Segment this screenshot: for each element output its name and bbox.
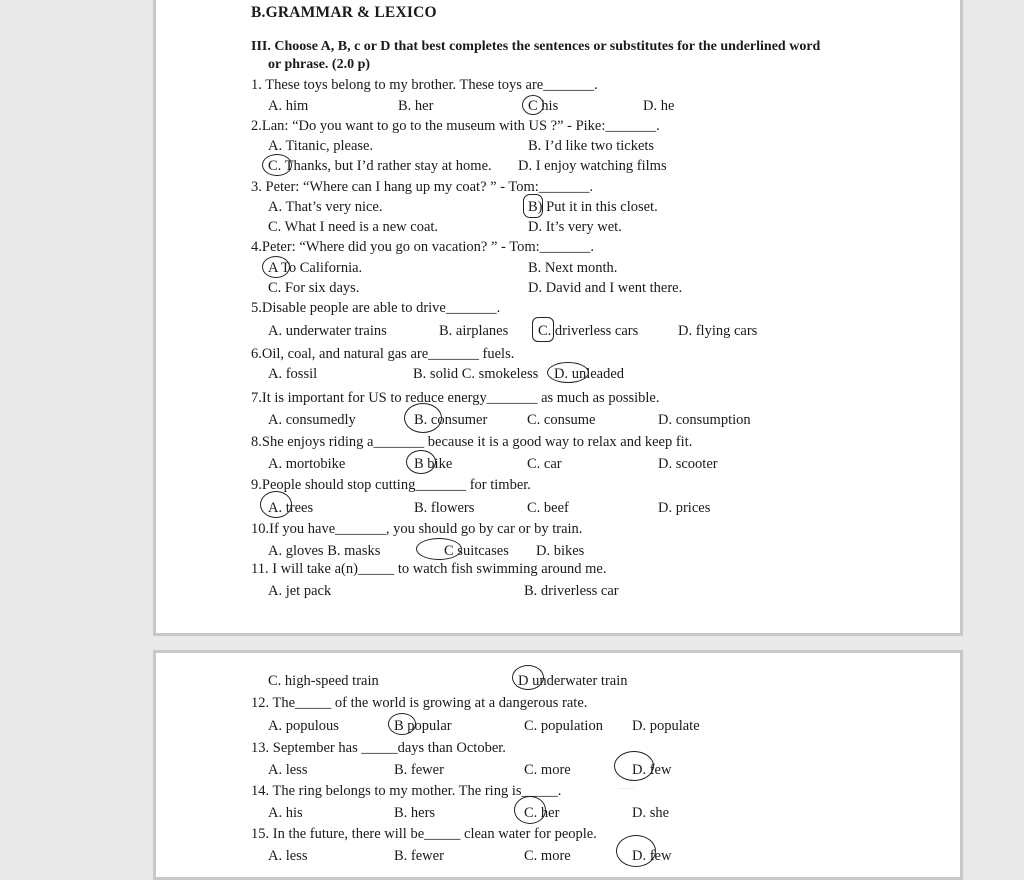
q13-option-a: A. less — [268, 762, 308, 778]
q6-option-b-c: B. solid C. smokeless — [413, 366, 539, 382]
question-5: 5.Disable people are able to drive_______. — [251, 300, 501, 316]
answer-circle-q12 — [388, 713, 416, 735]
q13-option-b: B. fewer — [394, 762, 444, 778]
q9-option-c: C. beef — [527, 500, 569, 516]
q14-option-a: A. his — [268, 805, 303, 821]
q1-option-b: B. her — [398, 98, 434, 114]
answer-circle-q5 — [532, 317, 554, 342]
question-7: 7.It is important for US to reduce energy_______ as much as possible. — [251, 390, 660, 406]
q3-option-a: A. That’s very nice. — [268, 199, 383, 215]
q15-option-a: A. less — [268, 848, 308, 864]
question-4: 4.Peter: “Where did you go on vacation? ” - Tom:_______. — [251, 239, 595, 255]
worksheet-page-2 — [153, 650, 963, 880]
q1-option-a: A. him — [268, 98, 309, 114]
answer-circle-q14 — [514, 796, 546, 824]
q10-option-c: C suitcases — [444, 543, 509, 559]
q6-option-a: A. fossil — [268, 366, 318, 382]
q3-option-c: C. What I need is a new coat. — [268, 219, 439, 235]
q2-option-a: A. Titanic, please. — [268, 138, 374, 154]
q2-option-d: D. I enjoy watching films — [518, 158, 667, 174]
q2-option-c: C. Thanks, but I’d rather stay at home. — [268, 158, 492, 174]
q9-option-a: A. trees — [268, 500, 314, 516]
q3-option-b: B) Put it in this closet. — [528, 199, 658, 215]
instruction-line-1: III. Choose A, B, c or D that best completes the sentences or substitutes for the underlined word — [251, 39, 821, 54]
q8-option-d: D. scooter — [658, 456, 718, 472]
question-6: 6.Oil, coal, and natural gas are_______ fuels. — [251, 346, 515, 362]
answer-circle-q7 — [404, 403, 442, 433]
question-8: 8.She enjoys riding a_______ because it is a good way to relax and keep fit. — [251, 434, 693, 450]
q8-option-a: A. mortobike — [268, 456, 346, 472]
q5-option-a: A. underwater trains — [268, 323, 387, 339]
q5-option-d: D. flying cars — [678, 323, 758, 339]
q14-option-b: B. hers — [394, 805, 436, 821]
question-3: 3. Peter: “Where can I hang up my coat? ” - Tom:_______. — [251, 179, 594, 195]
question-9: 9.People should stop cutting_______ for timber. — [251, 477, 531, 493]
q5-option-b: B. airplanes — [439, 323, 509, 339]
q4-option-d: D. David and I went there. — [528, 280, 683, 296]
question-14: 14. The ring belongs to my mother. The ring is_____. — [251, 783, 562, 799]
answer-circle-q3 — [523, 194, 543, 218]
q15-option-c: C. more — [524, 848, 571, 864]
q12-option-c: C. population — [524, 718, 603, 734]
q2-option-b: B. I’d like two tickets — [528, 138, 655, 154]
q7-option-b: B. consumer — [414, 412, 488, 428]
q13-option-c: C. more — [524, 762, 571, 778]
q12-option-a: A. populous — [268, 718, 339, 734]
answer-circle-q2 — [262, 154, 292, 176]
answer-circle-q6 — [547, 362, 589, 383]
q12-option-b: B popular — [394, 718, 452, 734]
question-12: 12. The_____ of the world is growing at a dangerous rate. — [251, 695, 588, 711]
q11-option-c: C. high-speed train — [268, 673, 379, 689]
q8-option-b: B bike — [414, 456, 453, 472]
question-11: 11. I will take a(n)_____ to watch fish swimming around me. — [251, 561, 607, 577]
q4-option-a: A To California. — [268, 260, 363, 276]
question-2: 2.Lan: “Do you want to go to the museum with US ?” - Pike:_______. — [251, 118, 660, 134]
answer-circle-q8 — [406, 450, 436, 474]
q1-option-c: C his — [528, 98, 559, 114]
q7-option-d: D. consumption — [658, 412, 751, 428]
answer-circle-q13 — [614, 751, 654, 781]
q14-option-c: C. her — [524, 805, 560, 821]
q13-option-d: D. few — [632, 762, 672, 778]
answer-circle-q15 — [616, 835, 656, 867]
answer-circle-q10 — [416, 538, 462, 560]
q1-option-d: D. he — [643, 98, 675, 114]
q12-option-d: D. populate — [632, 718, 700, 734]
q6-option-d: D. unleaded — [554, 366, 625, 382]
q8-option-c: C. car — [527, 456, 562, 472]
answer-circle-q1 — [522, 95, 544, 115]
answer-circle-q11 — [512, 665, 544, 690]
q9-option-b: B. flowers — [414, 500, 475, 516]
q11-option-d: D underwater train — [518, 673, 628, 689]
q11-option-a: A. jet pack — [268, 583, 332, 599]
answer-circle-q9 — [260, 491, 292, 518]
q14-option-d: D. she — [632, 805, 670, 821]
question-1: 1. These toys belong to my brother. These toys are_______. — [251, 77, 598, 93]
q7-option-a: A. consumedly — [268, 412, 356, 428]
q11-option-b: B. driverless car — [524, 583, 619, 599]
question-13: 13. September has _____days than October. — [251, 740, 506, 756]
q10-option-a-b: A. gloves B. masks — [268, 543, 381, 559]
question-15: 15. In the future, there will be_____ clean water for people. — [251, 826, 597, 842]
worksheet-page-1 — [153, 0, 963, 636]
q9-option-d: D. prices — [658, 500, 711, 516]
q4-option-b: B. Next month. — [528, 260, 618, 276]
q15-option-b: B. fewer — [394, 848, 444, 864]
q7-option-c: C. consume — [527, 412, 596, 428]
q10-option-d: D. bikes — [536, 543, 585, 559]
q4-option-c: C. For six days. — [268, 280, 360, 296]
q5-option-c: C. driverless cars — [538, 323, 639, 339]
q3-option-d: D. It’s very wet. — [528, 219, 622, 235]
section-title: B.GRAMMAR & LEXICO — [251, 4, 437, 21]
instruction-line-2: or phrase. (2.0 p) — [268, 57, 371, 72]
q15-option-d: D. few — [632, 848, 672, 864]
faint-annotation: ············ — [618, 786, 634, 791]
question-10: 10.If you have_______, you should go by car or by train. — [251, 521, 583, 537]
answer-circle-q4 — [262, 256, 290, 278]
